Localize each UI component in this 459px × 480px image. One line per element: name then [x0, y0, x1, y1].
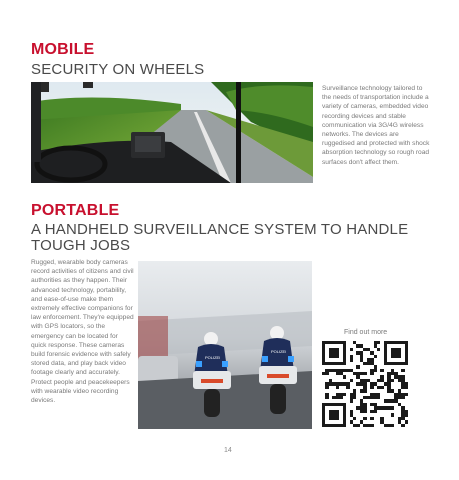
- portable-headline-line2: TOUGH JOBS: [31, 237, 131, 254]
- find-out-more-label: Find out more: [344, 329, 388, 336]
- portable-body: Rugged, wearable body cameras record activities of citizens and civil authorities as they happen. Their advanced technology, portability, and ease-of-use make them extremely effective companions for law enforcement. They're equipped with GPS locators, so the emergency can be located for quick response. These cameras build forensic evidence with safely stored data, and play back video footage clearly and accurately. Protect people and peacekeepers with wearable video recording devices.: [31, 259, 134, 405]
- mobile-kicker: MOBILE: [31, 41, 95, 58]
- qr-code[interactable]: [322, 341, 408, 427]
- mobile-body: Surveillance technology tailored to the needs of transportation include a variety of cameras, embedded video recording devices and stable communication via 3G/4G wireless networks. The devices are ruggedised and protected with shock absorption technology so rough road surfaces don't affect them.: [322, 85, 430, 166]
- bus-photo: [31, 82, 313, 183]
- page-number: 14: [224, 447, 232, 454]
- portable-headline-line1: A HANDHELD SURVEILLANCE SYSTEM TO HANDLE: [31, 221, 409, 238]
- police-label-2: POLIZEI: [271, 349, 287, 354]
- portable-kicker: PORTABLE: [31, 202, 120, 219]
- police-motorcycle-photo: [138, 261, 312, 429]
- portable-headline: [31, 222, 431, 254]
- police-label-1: POLIZEI: [205, 355, 221, 360]
- mobile-headline: SECURITY ON WHEELS: [31, 61, 205, 78]
